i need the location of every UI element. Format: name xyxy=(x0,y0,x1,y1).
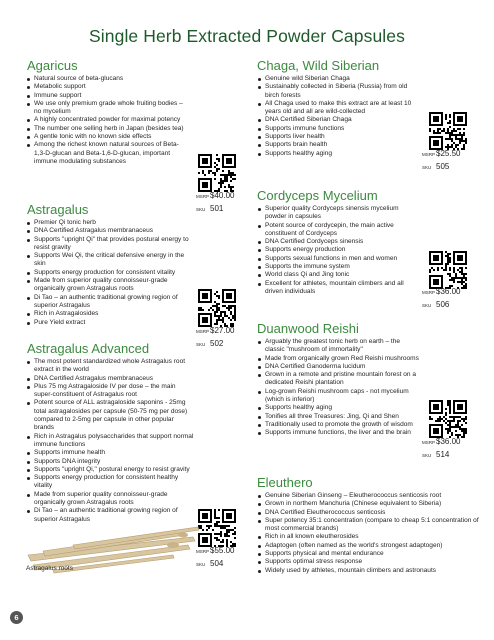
bullet-item: DNA Certified Eleutherococcus senticosis xyxy=(257,509,483,517)
msrp-label: MSRP xyxy=(196,549,210,554)
bullet-item: Superior quality Cordyceps sinensis mycelium powder in capsules xyxy=(257,205,417,222)
bullet-item: Metabolic support xyxy=(26,83,186,91)
bullet-item: World class Qi and Jing tonic xyxy=(257,271,417,279)
bullet-item: DNA Certified Astragalus membranaceus xyxy=(26,227,190,235)
product-eleuthero xyxy=(257,475,487,575)
bullet-item: Supports "upright Qi," postural energy to resist gravity xyxy=(26,466,194,474)
bullet-item: Supports energy production for consistent healthy vitality xyxy=(26,474,194,491)
bullet-list xyxy=(257,75,417,158)
bullet-item: Supports the immune system xyxy=(257,263,417,271)
bullet-item: Log-grown Reishi mushroom caps - not mycelium (which is inferior) xyxy=(257,388,419,405)
sku-label: SKU xyxy=(196,562,206,567)
bullet-item: Supports Wei Qi, the critical defensive energy in the skin xyxy=(26,252,190,269)
price-block xyxy=(422,148,460,174)
price-block xyxy=(422,286,460,312)
bullet-item: Supports optimal stress response xyxy=(257,558,483,566)
bullet-item: Supports energy production xyxy=(257,246,417,254)
bullet-item: Rich in Astragalus polysaccharides that support normal immune functions xyxy=(26,433,194,450)
product-name: Astragalus Advanced xyxy=(27,341,150,356)
bullet-item: Supports DNA integrity xyxy=(26,458,194,466)
qr-code-icon[interactable] xyxy=(429,251,467,289)
qr-code-icon[interactable] xyxy=(198,154,236,192)
bullet-item: DNA Certified Astragalus membranaceus xyxy=(26,375,194,383)
bullet-item: Plus 75 mg Astragaloside IV per dose – the main super-constituent of Astragalus root xyxy=(26,383,194,400)
bullet-item: Premier Qi tonic herb xyxy=(26,219,190,227)
msrp-label: MSRP xyxy=(422,440,436,445)
msrp-label: MSRP xyxy=(422,290,436,295)
bullet-item: Traditionally used to promote the growth of wisdom xyxy=(257,421,419,429)
msrp-value: $36.00 xyxy=(436,287,461,296)
bullet-item: DNA Certified Ganoderma lucidum xyxy=(257,363,419,371)
bullet-item: Super potency 35:1 concentration (compare to cheap 5:1 concentration of most commercial brands) xyxy=(257,517,483,534)
bullet-item: Supports brain health xyxy=(257,141,417,149)
bullet-item: Among the richest known natural sources of Beta-1,3-D-glucan and Beta-1,6-D-glucan, important immune modulating substances xyxy=(26,141,186,166)
sku-value: 505 xyxy=(436,162,450,171)
bullet-item: Adaptogen (often named as the world's strongest adaptogen) xyxy=(257,542,483,550)
sku-value: 506 xyxy=(436,300,450,309)
sku-value: 504 xyxy=(210,559,224,568)
bullet-item: All Chaga used to make this extract are at least 10 years old and all are wild-collected xyxy=(257,100,417,117)
bullet-list xyxy=(257,338,419,438)
bullet-item: Immune support xyxy=(26,92,186,100)
product-astragalus-advanced xyxy=(26,341,250,524)
bullet-item: DNA Certified Cordyceps sinensis xyxy=(257,238,417,246)
bullet-item: Supports "upright Qi" that provides postural energy to resist gravity xyxy=(26,236,190,253)
bullet-list xyxy=(26,219,190,327)
bullet-item: A gentle tonic with no known side effects xyxy=(26,133,186,141)
bullet-item: Supports immune health xyxy=(26,449,194,457)
bullet-list xyxy=(26,75,186,166)
bullet-item: We use only premium grade whole fruiting bodies – no mycelium xyxy=(26,100,186,117)
msrp-label: MSRP xyxy=(422,152,436,157)
product-name: Duanwood Reishi xyxy=(257,321,359,336)
bullet-item: Potent source of cordycepin, the main active constituent of Cordyceps xyxy=(257,222,417,239)
bullet-item: Supports immune functions, the liver and the brain xyxy=(257,429,419,437)
bullet-item: A highly concentrated powder for maximal potency xyxy=(26,116,186,124)
bullet-item: Supports healthy aging xyxy=(257,404,419,412)
bullet-item: Rich in all known eleutherosides xyxy=(257,533,483,541)
msrp-value: $40.00 xyxy=(210,191,235,200)
product-name: Eleuthero xyxy=(257,475,313,490)
qr-code-icon[interactable] xyxy=(429,112,467,150)
sku-value: 501 xyxy=(210,204,224,213)
bullet-item: Di Tao – an authentic traditional growing region of superior Astragalus xyxy=(26,294,190,311)
msrp-value: $27.00 xyxy=(210,326,235,335)
bullet-item: Supports liver health xyxy=(257,133,417,141)
product-agaricus xyxy=(26,58,250,166)
image-caption: Astragalus roots xyxy=(26,565,73,572)
sku-label: SKU xyxy=(422,303,432,308)
product-name: Cordyceps Mycelium xyxy=(257,188,378,203)
bullet-item: Supports energy production for consistent vitality xyxy=(26,269,190,277)
msrp-value: $36.00 xyxy=(436,437,461,446)
product-name: Agaricus xyxy=(27,58,78,73)
bullet-list xyxy=(26,358,194,524)
page-title: Single Herb Extracted Powder Capsules xyxy=(89,26,405,46)
bullet-item: Di Tao – an authentic traditional growing region of superior Astragalus xyxy=(26,507,194,524)
msrp-value: $25.50 xyxy=(436,149,461,158)
bullet-item: Widely used by athletes, mountain climbers and astronauts xyxy=(257,567,483,575)
product-name: Astragalus xyxy=(27,202,89,217)
msrp-value: $55.00 xyxy=(210,546,235,555)
sku-value: 514 xyxy=(436,450,450,459)
sku-label: SKU xyxy=(422,165,432,170)
bullet-item: Excellent for athletes, mountain climbers and all driven individuals xyxy=(257,280,417,297)
bullet-item: Pure Yield extract xyxy=(26,319,190,327)
price-block xyxy=(422,436,460,462)
product-name: Chaga, Wild Siberian xyxy=(257,58,380,73)
bullet-item: Tonifies all three Treasures: Jing, Qi and Shen xyxy=(257,413,419,421)
bullet-item: DNA Certified Siberian Chaga xyxy=(257,116,417,124)
bullet-item: Supports sexual functions in men and women xyxy=(257,255,417,263)
sku-label: SKU xyxy=(422,453,432,458)
page-number: 6 xyxy=(10,611,23,624)
bullet-item: Made from superior quality connoisseur-grade organically grown Astragalus roots xyxy=(26,277,190,294)
bullet-list xyxy=(257,205,417,296)
msrp-label: MSRP xyxy=(196,329,210,334)
bullet-item: Rich in Astragalosides xyxy=(26,310,190,318)
qr-code-icon[interactable] xyxy=(429,400,467,438)
sku-label: SKU xyxy=(196,207,206,212)
bullet-item: Supports physical and mental endurance xyxy=(257,550,483,558)
bullet-item: Potent source of ALL astragaloside saponins - 25mg total astragalosides per capsule (50-75 mg per dose) compared to 2-5mg per capsule in other popular brands xyxy=(26,399,194,432)
bullet-item: Sustainably collected in Siberia (Russia) from old birch forests xyxy=(257,83,417,100)
bullet-item: Genuine wild Siberian Chaga xyxy=(257,75,417,83)
qr-code-icon[interactable] xyxy=(198,509,236,547)
bullet-item: Made from organically grown Red Reishi mushrooms xyxy=(257,355,419,363)
bullet-item: Grown in northern Manchuria (Chinese equivalent to Siberia) xyxy=(257,500,483,508)
bullet-item: Natural source of beta-glucans xyxy=(26,75,186,83)
bullet-item: Supports healthy aging xyxy=(257,150,417,158)
bullet-item: The number one selling herb in Japan (besides tea) xyxy=(26,125,186,133)
sku-label: SKU xyxy=(196,342,206,347)
sku-value: 502 xyxy=(210,339,224,348)
bullet-item: Arguably the greatest tonic herb on earth – the classic "mushroom of immortality" xyxy=(257,338,419,355)
bullet-item: Supports immune functions xyxy=(257,125,417,133)
bullet-list xyxy=(257,492,483,575)
bullet-item: Genuine Siberian Ginseng – Eleutherococcus senticosis root xyxy=(257,492,483,500)
bullet-item: The most potent standardized whole Astragalus root extract in the world xyxy=(26,358,194,375)
bullet-item: Made from superior quality connoisseur-grade organically grown Astragalus roots xyxy=(26,491,194,508)
msrp-label: MSRP xyxy=(196,194,210,199)
bullet-item: Grown in a remote and pristine mountain forest on a dedicated Reishi plantation xyxy=(257,371,419,388)
qr-code-icon[interactable] xyxy=(198,289,236,327)
